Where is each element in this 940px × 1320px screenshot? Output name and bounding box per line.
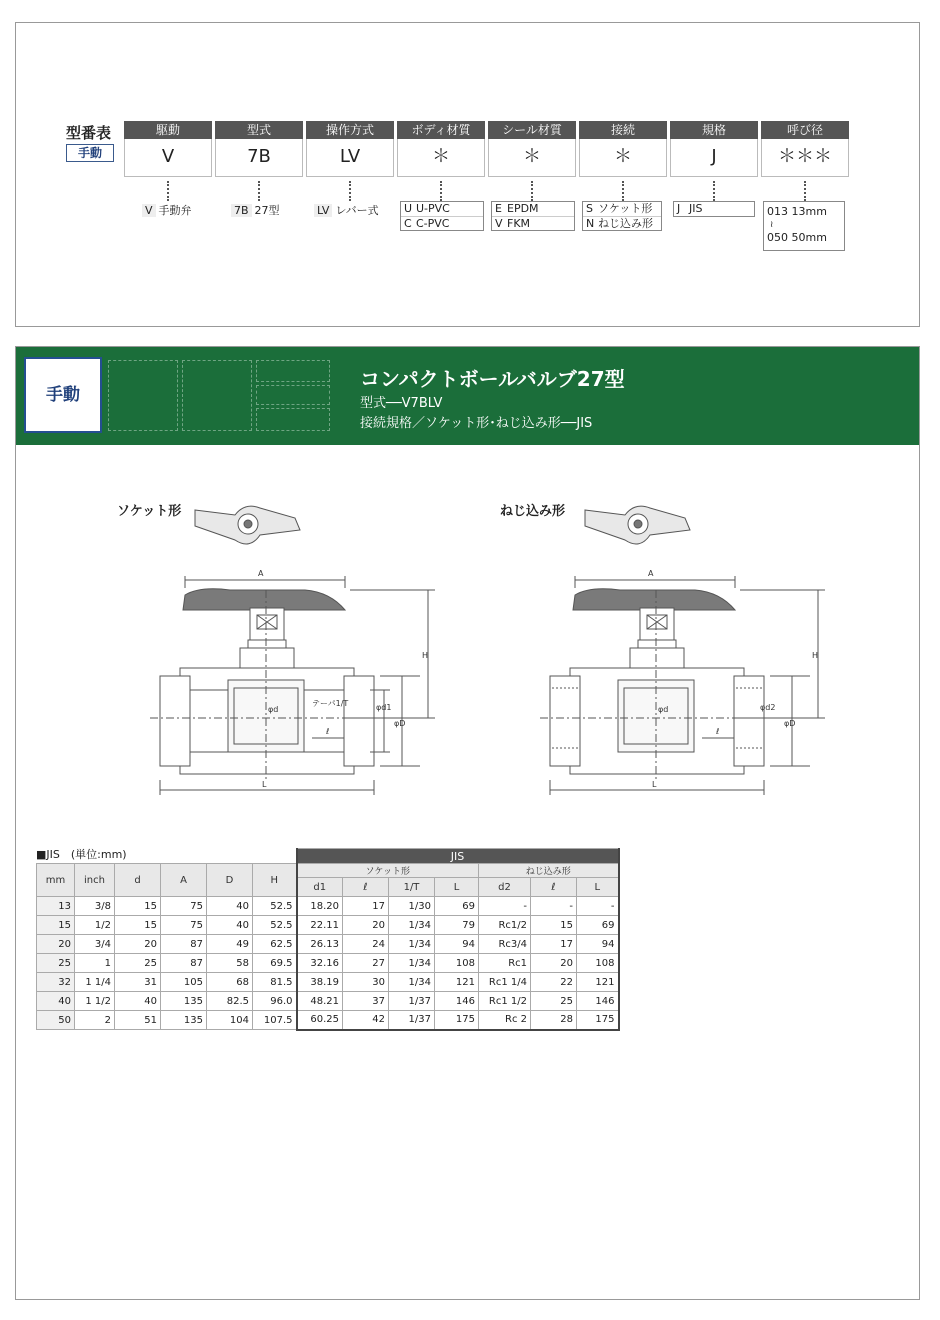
mc-head: 型式 <box>215 121 303 139</box>
table-cell: 3/4 <box>75 935 115 954</box>
dim-label-A: A <box>648 569 654 578</box>
table-cell: 79 <box>435 916 479 935</box>
table-cell: 2 <box>75 1011 115 1030</box>
table-cell: 105 <box>161 973 207 992</box>
table-cell: 1/34 <box>389 954 435 973</box>
mc-head: 呼び径 <box>761 121 849 139</box>
mc-head: 駆動 <box>124 121 212 139</box>
table-cell: 22 <box>531 973 577 992</box>
table-row <box>37 954 619 973</box>
table-cell: 175 <box>435 1011 479 1030</box>
table-cell: 1/37 <box>389 992 435 1011</box>
table-cell: 15 <box>115 897 161 916</box>
table-cell: 20 <box>115 935 161 954</box>
table-cell: 40 <box>37 992 75 1011</box>
table-cell: 20 <box>343 916 389 935</box>
option-label: 13mm <box>791 205 827 218</box>
col-L2: L <box>577 878 619 897</box>
mc-head: ボディ材質 <box>397 121 485 139</box>
table-cell: 50 <box>37 1011 75 1030</box>
mc-value: ＊＊＊ <box>761 139 849 177</box>
dim-label-L: L <box>262 780 267 789</box>
table-cell: 96.0 <box>253 992 297 1011</box>
table-cell: 20 <box>37 935 75 954</box>
table-cell: 69 <box>435 897 479 916</box>
socket-valve-drawing <box>140 490 440 800</box>
table-cell: 135 <box>161 992 207 1011</box>
table-cell: 24 <box>343 935 389 954</box>
col-d: d <box>115 864 161 897</box>
dotted-connector <box>531 181 533 201</box>
table-cell: 22.11 <box>297 916 343 935</box>
table-cell: 121 <box>577 973 619 992</box>
table-cell: 25 <box>115 954 161 973</box>
thread-valve-drawing <box>530 490 830 800</box>
table-cell: 52.5 <box>253 916 297 935</box>
table-cell: 1/37 <box>389 1011 435 1030</box>
table-cell: 38.19 <box>297 973 343 992</box>
option-key: S <box>586 202 593 215</box>
mc-col-standard <box>670 121 758 177</box>
table-row <box>37 916 619 935</box>
dotted-connector <box>713 181 715 201</box>
option-label: 手動弁 <box>158 204 192 217</box>
dotted-connector <box>349 181 351 201</box>
table-cell: 146 <box>435 992 479 1011</box>
table-cell: 1/34 <box>389 916 435 935</box>
table-row <box>37 935 619 954</box>
table-cell: 40 <box>207 916 253 935</box>
table-cell: 40 <box>115 992 161 1011</box>
mc-col-drive <box>124 121 212 177</box>
manual-tag: 手動 <box>24 357 102 433</box>
banner-placeholder <box>256 360 330 382</box>
dim-label-L: L <box>652 780 657 789</box>
mc-col-type <box>215 121 303 177</box>
table-cell: 1/30 <box>389 897 435 916</box>
col-taper: 1/T <box>389 878 435 897</box>
table-cell: - <box>479 897 531 916</box>
table-cell: Rc1 1/2 <box>479 992 531 1011</box>
option-key: N <box>586 217 595 230</box>
mc-value: ＊ <box>488 139 576 177</box>
table-cell: - <box>577 897 619 916</box>
table-cell: Rc3/4 <box>479 935 531 954</box>
dotted-connector <box>167 181 169 201</box>
table-cell: Rc1 <box>479 954 531 973</box>
mc-col-body <box>397 121 485 177</box>
col-H: H <box>253 864 297 897</box>
table-cell: 15 <box>531 916 577 935</box>
table-cell: 51 <box>115 1011 161 1030</box>
table-cell: 81.5 <box>253 973 297 992</box>
dimension-table <box>36 848 620 1031</box>
option-label: 27型 <box>254 204 280 217</box>
dim-label-d: φd <box>658 705 669 714</box>
dim-label-H: H <box>422 651 429 660</box>
thread-group-header: ねじ込み形 <box>479 864 619 878</box>
table-cell: 175 <box>577 1011 619 1030</box>
size-range-tilde: ≀ <box>770 220 774 230</box>
table-cell: 62.5 <box>253 935 297 954</box>
table-row <box>37 992 619 1011</box>
table-cell: 60.25 <box>297 1011 343 1030</box>
mc-value: J <box>670 139 758 177</box>
mc-value: 7B <box>215 139 303 177</box>
table-cell: 68 <box>207 973 253 992</box>
table-cell: Rc1/2 <box>479 916 531 935</box>
option-key: J <box>677 202 681 215</box>
banner-placeholder <box>256 408 330 431</box>
table-row <box>37 1011 619 1030</box>
table-cell: 87 <box>161 954 207 973</box>
option-key: 013 <box>767 205 788 218</box>
table-cell: 1 1/4 <box>75 973 115 992</box>
option-label: レバー式 <box>335 204 379 217</box>
mc-value: ＊ <box>579 139 667 177</box>
option-connection-box <box>582 201 662 231</box>
mc-col-seal <box>488 121 576 177</box>
table-cell: 58 <box>207 954 253 973</box>
model-line: 型式──V7BLV <box>360 396 443 411</box>
mc-col-size <box>761 121 849 177</box>
col-inch: inch <box>75 864 115 897</box>
table-cell: - <box>531 897 577 916</box>
col-A: A <box>161 864 207 897</box>
table-cell: 94 <box>577 935 619 954</box>
table-cell: 27 <box>343 954 389 973</box>
table-cell: 17 <box>343 897 389 916</box>
dotted-connector <box>258 181 260 201</box>
table-cell: 1/34 <box>389 935 435 954</box>
table-cell: 82.5 <box>207 992 253 1011</box>
table-cell: 37 <box>343 992 389 1011</box>
table-cell: 32 <box>37 973 75 992</box>
dotted-connector <box>440 181 442 201</box>
table-cell: 31 <box>115 973 161 992</box>
model-code-subtitle: 手動 <box>66 144 114 162</box>
jis-header: JIS <box>297 849 619 864</box>
mc-head: 規格 <box>670 121 758 139</box>
socket-figure-label: ソケット形 <box>117 504 182 519</box>
table-cell: 49 <box>207 935 253 954</box>
table-cell: 25 <box>531 992 577 1011</box>
dim-label-d: φd <box>268 705 279 714</box>
mc-col-operation <box>306 121 394 177</box>
table-cell: 94 <box>435 935 479 954</box>
option-key: LV <box>314 204 332 217</box>
table-cell: 28 <box>531 1011 577 1030</box>
table-cell: 1 1/2 <box>75 992 115 1011</box>
option-operation <box>314 202 379 218</box>
option-body-box <box>400 201 484 231</box>
mc-head: シール材質 <box>488 121 576 139</box>
option-key: V <box>142 204 156 217</box>
table-cell: 32.16 <box>297 954 343 973</box>
option-label: EPDM <box>507 202 539 215</box>
table-cell: 15 <box>37 916 75 935</box>
option-key: E <box>495 202 502 215</box>
dim-label-d2: φd2 <box>760 703 776 712</box>
table-cell: 75 <box>161 897 207 916</box>
table-cell: 135 <box>161 1011 207 1030</box>
table-cell: 1/2 <box>75 916 115 935</box>
table-cell: 42 <box>343 1011 389 1030</box>
table-row <box>37 973 619 992</box>
dim-label-d1: φd1 <box>376 703 392 712</box>
option-label: C-PVC <box>416 217 450 230</box>
table-cell: 107.5 <box>253 1011 297 1030</box>
table-cell: 1 <box>75 954 115 973</box>
option-label: JIS <box>689 202 703 215</box>
mc-head: 操作方式 <box>306 121 394 139</box>
option-label: FKM <box>507 217 531 230</box>
table-cell: 108 <box>577 954 619 973</box>
table-cell: 69 <box>577 916 619 935</box>
option-type <box>231 202 280 218</box>
option-label: U-PVC <box>416 202 450 215</box>
option-drive <box>142 202 192 218</box>
table-caption: ■JIS (単位:mm) <box>36 848 127 861</box>
mc-value: LV <box>306 139 394 177</box>
connection-line: 接続規格／ソケット形･ねじ込み形──JIS <box>360 416 593 431</box>
socket-group-header: ソケット形 <box>297 864 479 878</box>
table-cell: 17 <box>531 935 577 954</box>
col-D: D <box>207 864 253 897</box>
table-cell: 30 <box>343 973 389 992</box>
option-label: ねじ込み形 <box>598 217 653 230</box>
table-row <box>37 897 619 916</box>
mc-value: V <box>124 139 212 177</box>
table-cell: 26.13 <box>297 935 343 954</box>
mc-value: ＊ <box>397 139 485 177</box>
dim-label-l: ℓ <box>326 727 330 736</box>
dotted-connector <box>804 181 806 201</box>
option-key: 050 <box>767 231 788 244</box>
col-mm: mm <box>37 864 75 897</box>
table-cell: 3/8 <box>75 897 115 916</box>
col-d2: d2 <box>479 878 531 897</box>
table-cell: 146 <box>577 992 619 1011</box>
table-cell: 121 <box>435 973 479 992</box>
option-size-box <box>763 201 845 251</box>
dim-label-l: ℓ <box>716 727 720 736</box>
option-key: C <box>404 217 412 230</box>
table-cell: 18.20 <box>297 897 343 916</box>
table-cell: 13 <box>37 897 75 916</box>
taper-label: テーパ1/T <box>312 699 349 708</box>
option-label: 50mm <box>791 231 827 244</box>
col-d1: d1 <box>297 878 343 897</box>
table-cell: 25 <box>37 954 75 973</box>
option-label: ソケット形 <box>598 202 653 215</box>
mc-head: 接続 <box>579 121 667 139</box>
dim-label-A: A <box>258 569 264 578</box>
table-cell: 104 <box>207 1011 253 1030</box>
table-cell: 40 <box>207 897 253 916</box>
mc-col-connection <box>579 121 667 177</box>
col-l: ℓ <box>343 878 389 897</box>
product-title: コンパクトボールバルブ27型 <box>360 367 625 391</box>
table-cell: 87 <box>161 935 207 954</box>
option-key: V <box>495 217 503 230</box>
banner-placeholder <box>108 360 178 431</box>
table-cell: 48.21 <box>297 992 343 1011</box>
table-cell: 20 <box>531 954 577 973</box>
table-cell: Rc1 1/4 <box>479 973 531 992</box>
option-seal-box <box>491 201 575 231</box>
option-key: 7B <box>231 204 252 217</box>
table-cell: 69.5 <box>253 954 297 973</box>
option-standard-box <box>673 201 755 217</box>
model-code-title: 型番表 <box>66 124 112 142</box>
col-L: L <box>435 878 479 897</box>
dim-label-D: φD <box>784 719 796 728</box>
table-cell: 52.5 <box>253 897 297 916</box>
dotted-connector <box>622 181 624 201</box>
table-cell: 1/34 <box>389 973 435 992</box>
banner-placeholder <box>256 385 330 405</box>
option-key: U <box>404 202 413 215</box>
table-cell: 15 <box>115 916 161 935</box>
banner-placeholder <box>182 360 252 431</box>
col-l2: ℓ <box>531 878 577 897</box>
table-cell: 75 <box>161 916 207 935</box>
thread-figure-label: ねじ込み形 <box>500 504 566 519</box>
dim-label-D: φD <box>394 719 406 728</box>
table-cell: Rc 2 <box>479 1011 531 1030</box>
dim-label-H: H <box>812 651 819 660</box>
table-cell: 108 <box>435 954 479 973</box>
